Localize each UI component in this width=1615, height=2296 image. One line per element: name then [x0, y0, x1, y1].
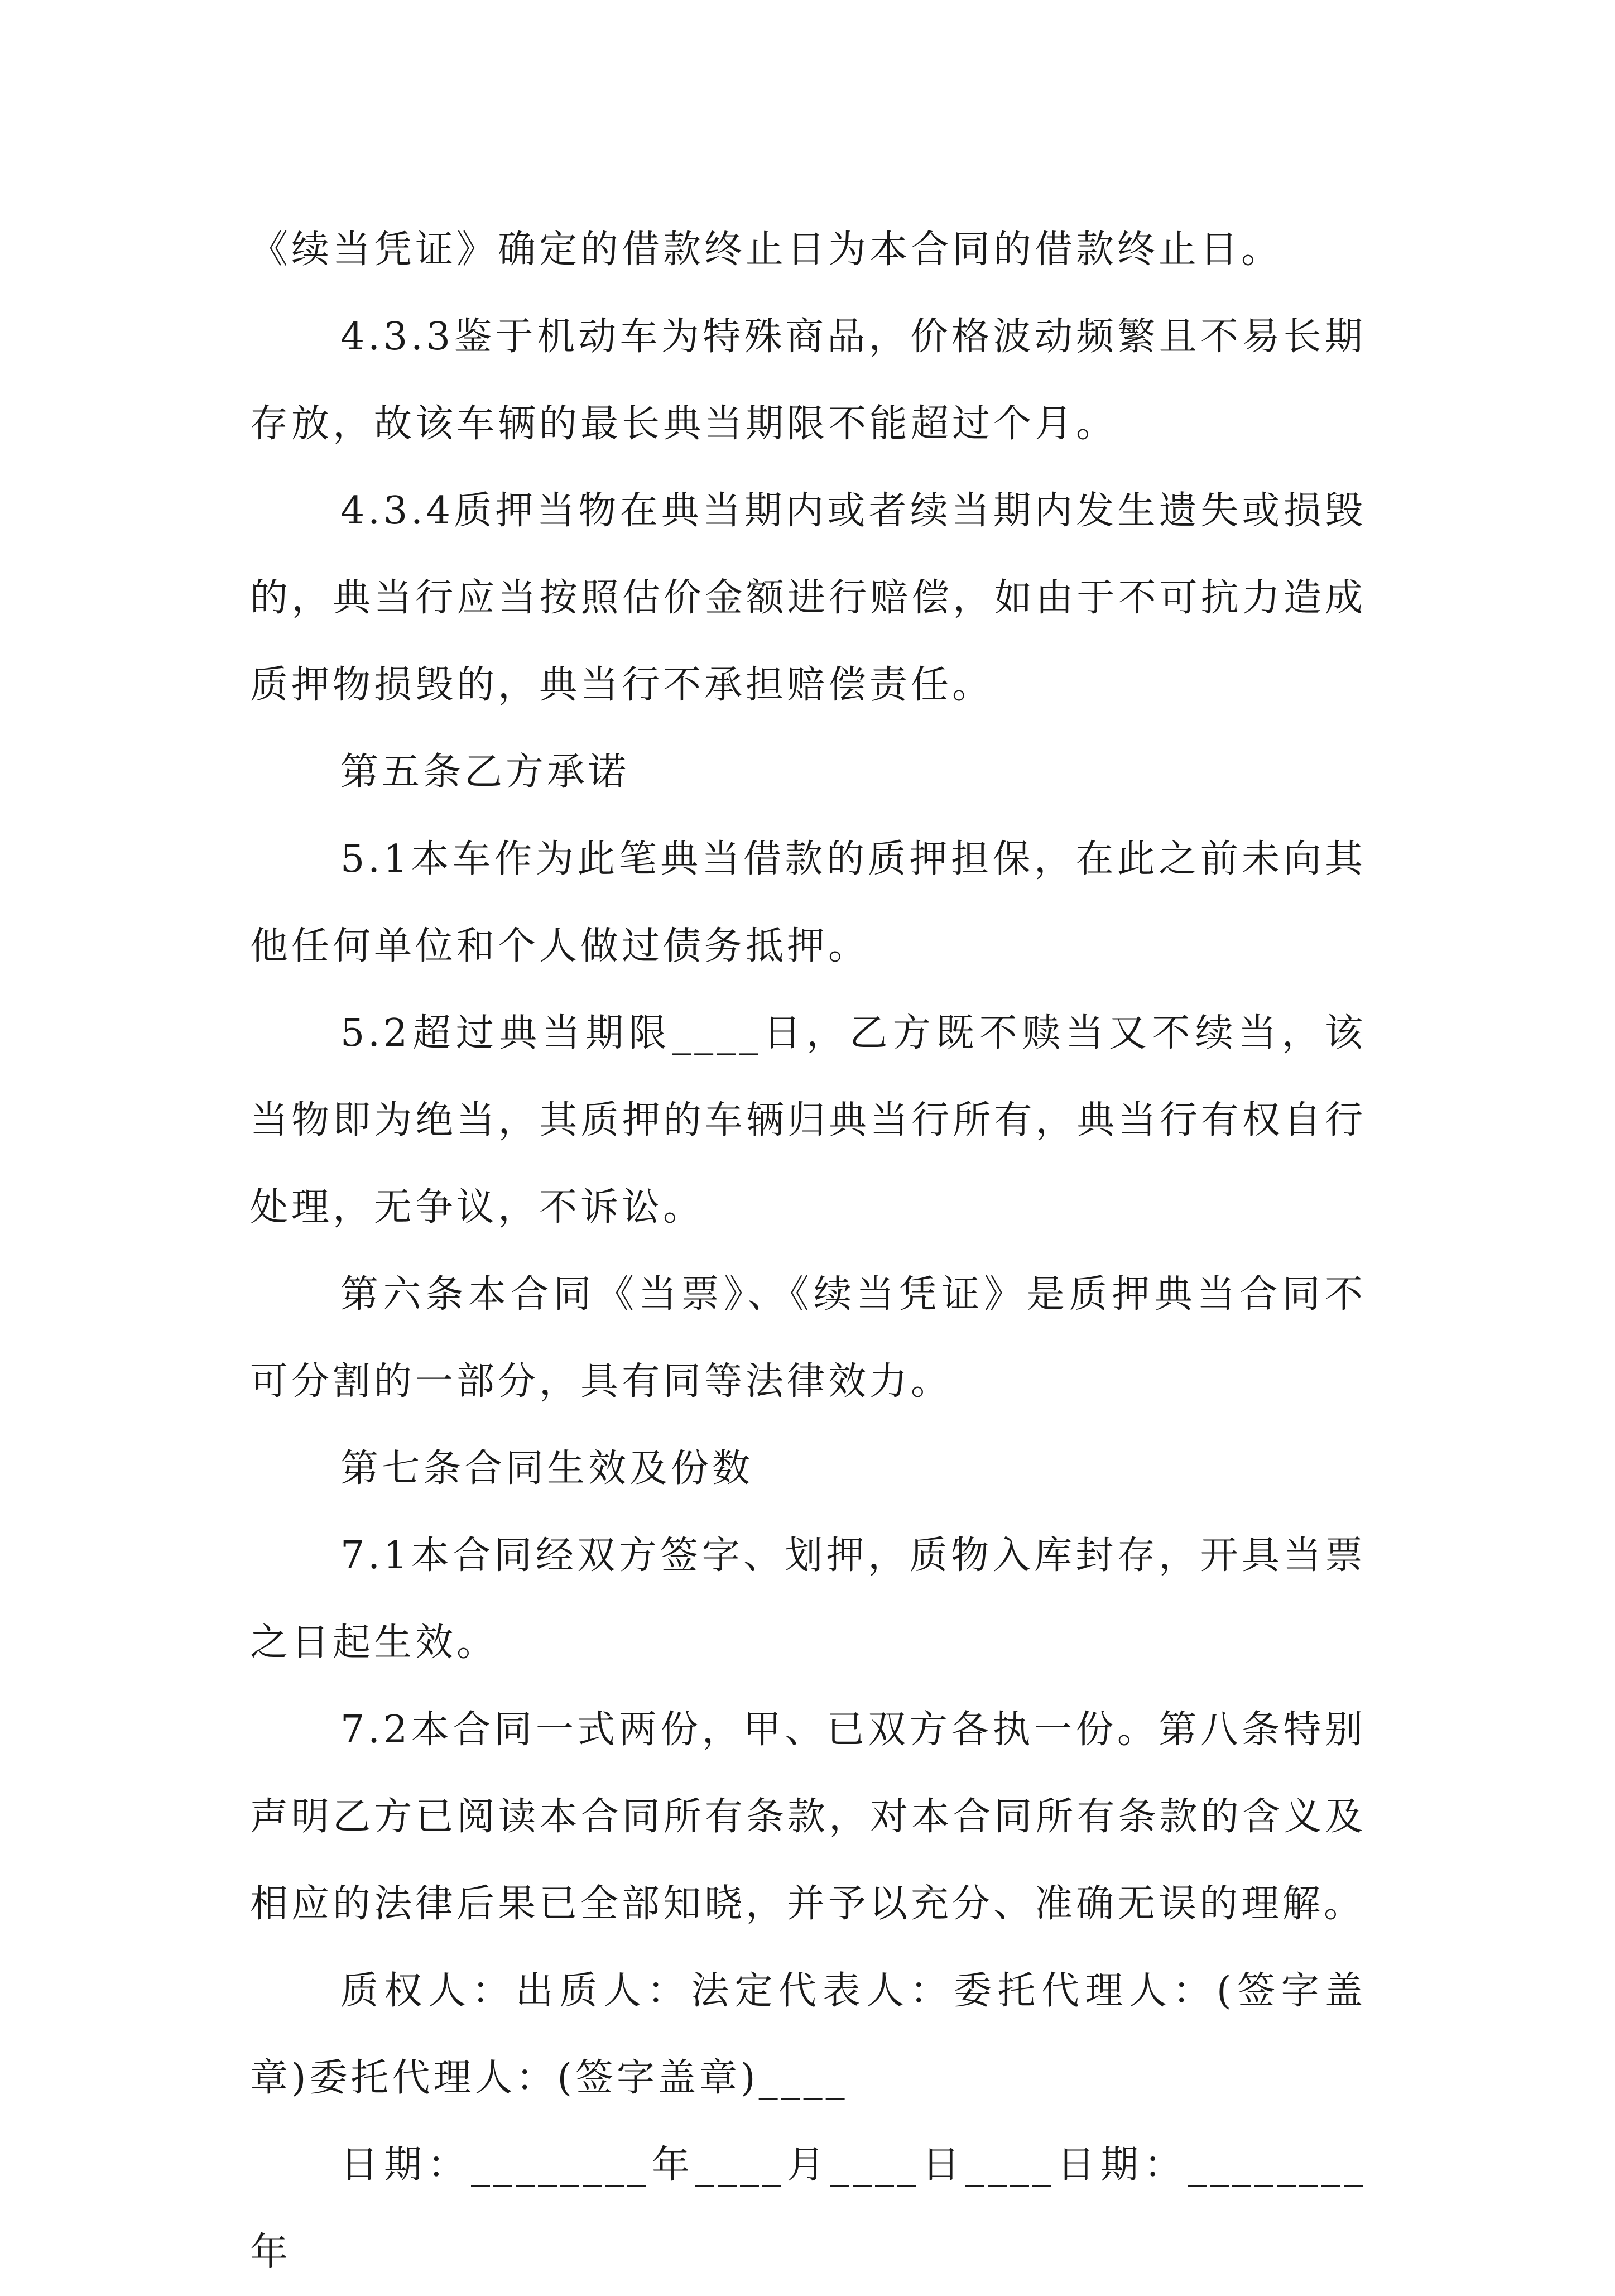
paragraph-clause-5-2: 5.2超过典当期限____日，乙方既不赎当又不续当，该当物即为绝当，其质押的车辆归典当行所有，典当行有权自行处理，无争议，不诉讼。: [250, 1011, 1366, 1229]
signature-line: 质权人：出质人：法定代表人：委托代理人：(签字盖章)委托代理人：(签字盖章)____: [250, 1969, 1366, 2100]
paragraph-clause-7-2: 7.2本合同一式两份，甲、已双方各执一份。第八条特别声明乙方已阅读本合同所有条款，对本合同所有条款的含义及相应的法律后果已全部知晓，并予以充分、准确无误的理解。: [250, 1708, 1366, 1926]
paragraph-clause-5-1: 5.1本车作为此笔典当借款的质押担保，在此之前未向其他任何单位和个人做过债务抵押。: [250, 837, 1366, 968]
paragraph-article-6: 第六条本合同《当票》、《续当凭证》是质押典当合同不可分割的一部分，具有同等法律效力。: [250, 1272, 1366, 1404]
heading-article-7: 第七条合同生效及份数: [340, 1447, 754, 1491]
document-page: [250, 206, 1366, 2296]
date-line: 日期：________年____月____日____日期：________年: [250, 2143, 1366, 2274]
paragraph-clause-4-3-4: 4.3.4质押当物在典当期内或者续当期内发生遗失或损毁的，典当行应当按照估价金额进行赔偿，如由于不可抗力造成质押物损毁的，典当行不承担赔偿责任。: [250, 489, 1366, 707]
heading-article-5: 第五条乙方承诺: [340, 750, 630, 794]
paragraph-clause-7-1: 7.1本合同经双方签字、划押，质物入库封存，开具当票之日起生效。: [250, 1534, 1366, 1665]
paragraph-clause-4-3-3: 4.3.3鉴于机动车为特殊商品，价格波动频繁且不易长期存放，故该车辆的最长典当期限不能超过个月。: [250, 315, 1366, 446]
paragraph-continuation: 《续当凭证》确定的借款终止日为本合同的借款终止日。: [250, 228, 1283, 272]
